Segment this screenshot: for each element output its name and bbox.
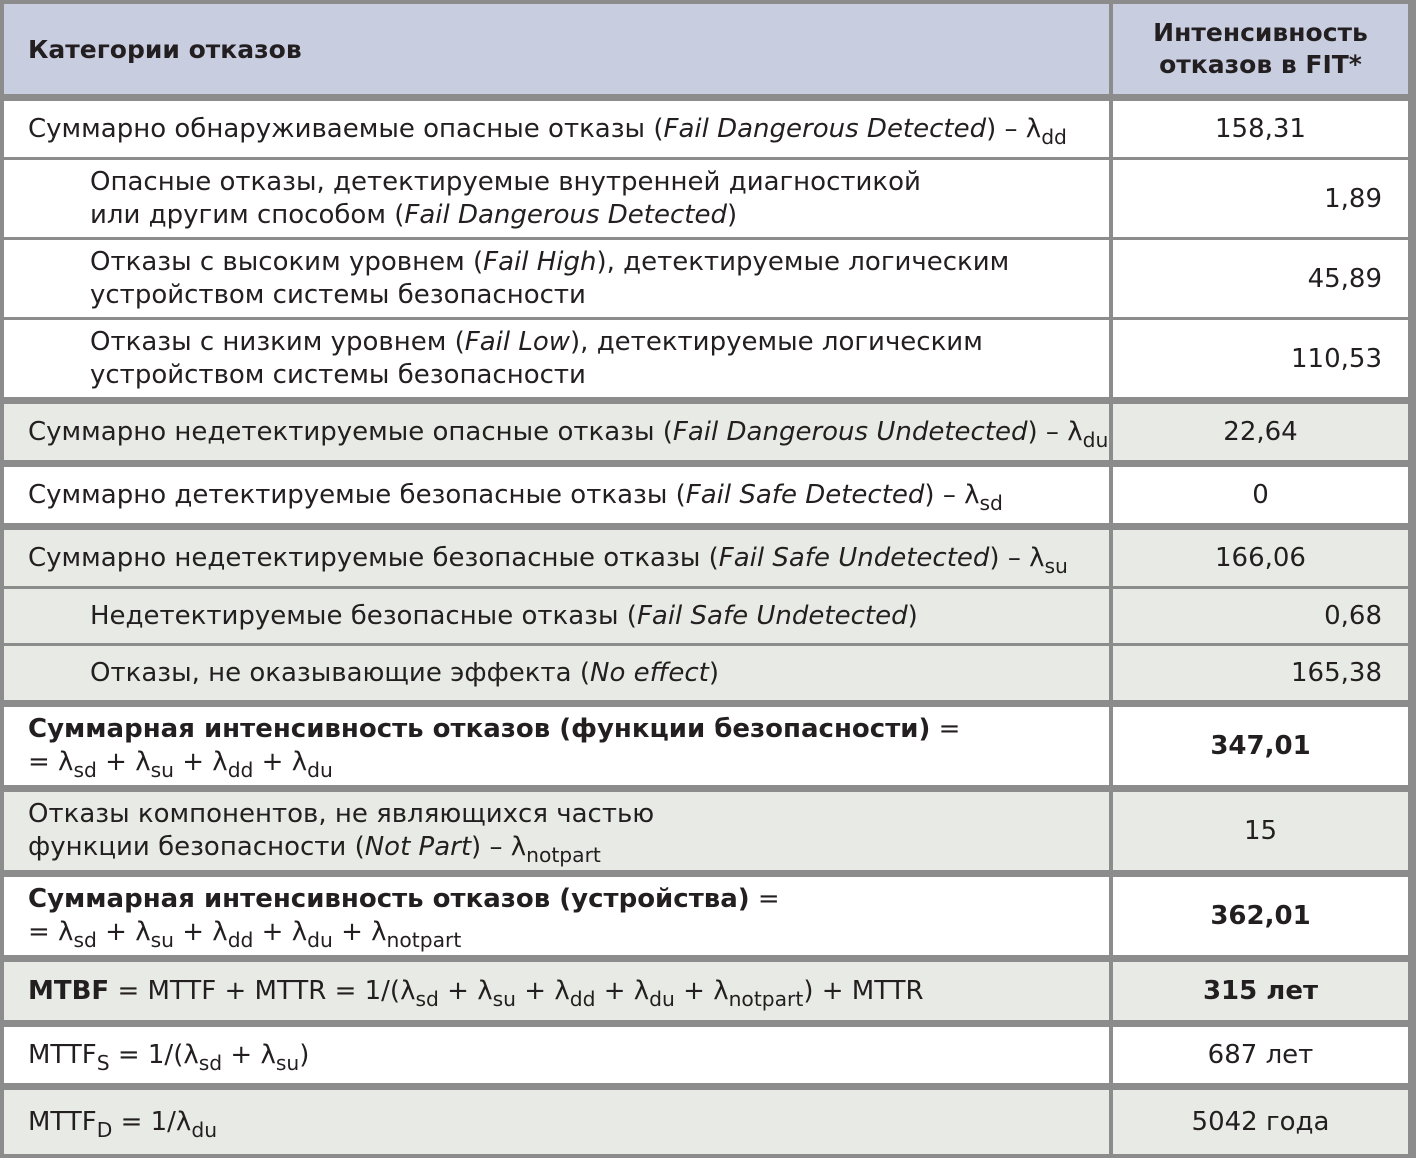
category-cell: Отказы с низким уровнем (Fail Low), детектируемые логическим устройством системы безопасности: [4, 320, 1109, 397]
table-row: [4, 646, 1412, 700]
rate-value: 5042 года: [1113, 1090, 1408, 1154]
rate-value: 15: [1113, 792, 1408, 870]
table-row: [4, 240, 1412, 317]
category-cell: $MTTF_S = 1/(\lambda_{sd} + \lambda_{su})$: [4, 1027, 1109, 1083]
table-row: [4, 530, 1412, 586]
table-row: [4, 320, 1412, 397]
table-header-row: [4, 4, 1412, 94]
header-rate-line2: отказов в FIT*: [1159, 50, 1362, 79]
category-cell: Суммарно недетектируемые безопасные отказы (Fail Safe Undetected) – $\lambda_{su}$: [4, 530, 1109, 586]
table-row: [4, 589, 1412, 643]
table-row: [4, 1027, 1412, 1083]
rate-value: 166,06: [1113, 530, 1408, 586]
category-cell: $MTTF_D = 1/\lambda_{du}$: [4, 1090, 1109, 1154]
table-row: [4, 1090, 1412, 1154]
category-cell: Отказы компонентов, не являющихся частью функции безопасности (Not Part) – $\lambda_{notpart}$: [4, 792, 1109, 870]
category-cell: Недетектируемые безопасные отказы (Fail Safe Undetected): [4, 589, 1109, 643]
rate-value: 110,53: [1113, 320, 1408, 397]
category-cell: Отказы с высоким уровнем (Fail High), детектируемые логическим устройством системы безопасности: [4, 240, 1109, 317]
category-cell: Опасные отказы, детектируемые внутренней диагностикой или другим способом (Fail Dangerous Detected): [4, 160, 1109, 237]
rate-value: 1,89: [1113, 160, 1408, 237]
rate-value: 362,01: [1113, 877, 1408, 955]
rate-value: 687 лет: [1113, 1027, 1408, 1083]
header-rate: [1113, 4, 1408, 94]
header-category: [4, 4, 1109, 94]
category-cell: Суммарно детектируемые безопасные отказы (Fail Safe Detected) – $\lambda_{sd}$: [4, 467, 1109, 523]
rate-value: 45,89: [1113, 240, 1408, 317]
table-row: [4, 404, 1412, 460]
table-row: [4, 707, 1412, 785]
table-row: [4, 877, 1412, 955]
rate-value: 347,01: [1113, 707, 1408, 785]
rate-value: 0: [1113, 467, 1408, 523]
header-rate-line1: Интенсивность: [1153, 18, 1368, 47]
table-row: [4, 792, 1412, 870]
category-cell: Суммарно обнаруживаемые опасные отказы (Fail Dangerous Detected) – $\lambda_{dd}$: [4, 101, 1109, 157]
rate-value: 315 лет: [1113, 962, 1408, 1020]
category-cell: Суммарная интенсивность отказов (функции безопасности) = = $\lambda_{sd} + \lambda_{su} + \lambda_{dd} + \lambda_{du}$: [4, 707, 1109, 785]
header-category-label: Категории отказов: [28, 34, 302, 64]
rate-value: 165,38: [1113, 646, 1408, 700]
table-row: [4, 160, 1412, 237]
rate-value: 158,31: [1113, 101, 1408, 157]
table-row: [4, 101, 1412, 157]
table-row: [4, 467, 1412, 523]
table-row: [4, 962, 1412, 1020]
category-cell: MTBF = MTTF + MTTR = $1/(\lambda_{sd} + \lambda_{su} + \lambda_{dd} + \lambda_{du} + \lambda_{notpart})$ + MTTR: [4, 962, 1109, 1020]
rate-value: 0,68: [1113, 589, 1408, 643]
rate-value: 22,64: [1113, 404, 1408, 460]
category-cell: Суммарная интенсивность отказов (устройства) = = $\lambda_{sd} + \lambda_{su} + \lambda_{dd} + \lambda_{du} + \lambda_{notpart}$: [4, 877, 1109, 955]
category-cell: Отказы, не оказывающие эффекта (No effect): [4, 646, 1109, 700]
category-cell: Суммарно недетектируемые опасные отказы (Fail Dangerous Undetected) – $\lambda_{du}$: [4, 404, 1109, 460]
